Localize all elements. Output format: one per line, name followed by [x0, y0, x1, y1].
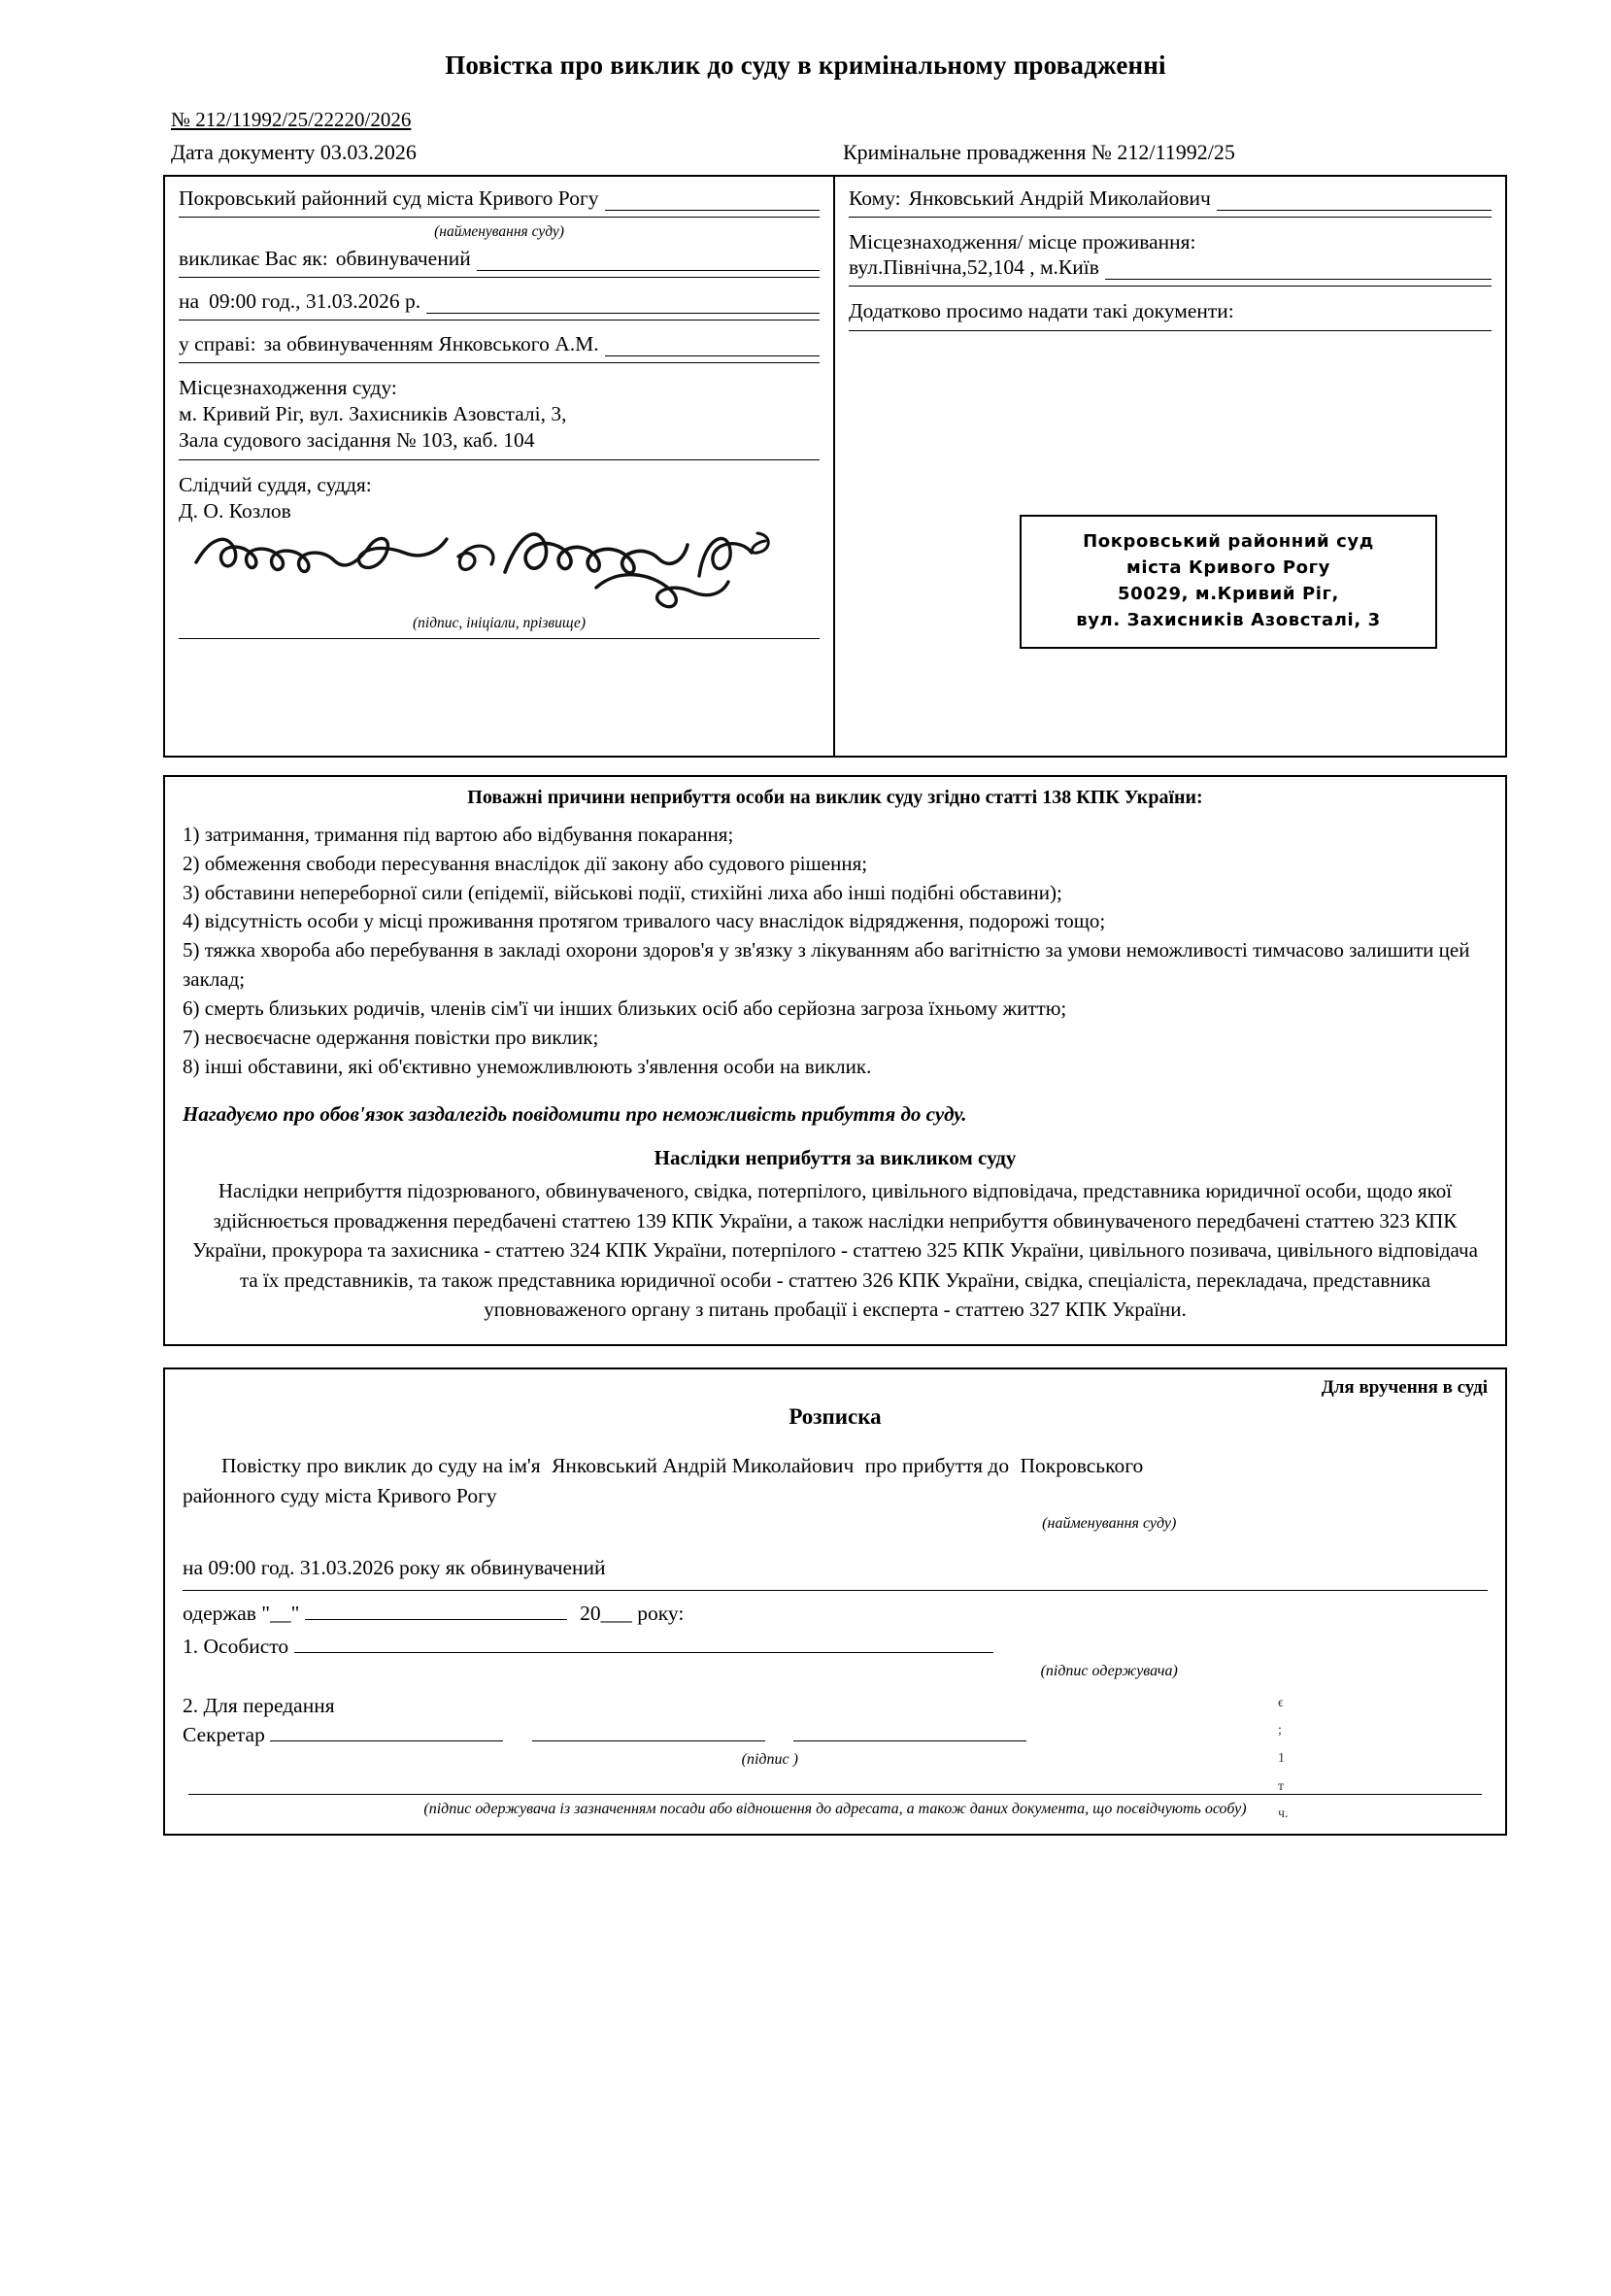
- rule: [179, 320, 820, 321]
- receipt-year-label: 20___ року:: [580, 1601, 685, 1625]
- reason-item: 4) відсутність особи у місці проживання протягом тривалого часу внаслідок відрядження, подорожі тощо;: [183, 909, 1106, 933]
- for-delivery-label: Для вручення в суді: [1321, 1376, 1488, 1398]
- receipt-received-label: одержав "__": [183, 1601, 300, 1625]
- meta-row: [0, 140, 1611, 165]
- addressee-value: Янковський Андрій Миколайович: [908, 186, 1211, 210]
- documents-label: Додатково просимо надати такі документи:: [849, 298, 1234, 322]
- document-number-row: [0, 81, 1611, 132]
- court-block: [165, 177, 835, 756]
- signature-scribble-icon: [179, 518, 839, 625]
- rule: [849, 286, 1492, 287]
- addressee-fill: [1217, 190, 1492, 211]
- receipt-court-name-2: районного суду міста Кривого Рогу: [183, 1483, 497, 1507]
- address-fill: [1105, 259, 1492, 280]
- stamp-line-4: вул. Захисників Азовсталі, 3: [1076, 610, 1381, 630]
- stamp-line-3: 50029, м.Кривий Ріг,: [1118, 584, 1339, 604]
- judge-label: Слідчий суддя, суддя:: [179, 472, 372, 496]
- reason-item: 6) смерть близьких родичів, членів сім'ї чи інших близьких осіб або серйозна загроза їхньому життю;: [183, 996, 1067, 1020]
- summon-as-value: обвинувачений: [335, 247, 471, 270]
- receipt-secretary-blank-2[interactable]: [532, 1722, 765, 1741]
- receipt-personally-label: 1. Особисто: [183, 1634, 289, 1658]
- document-number: № 212/11992/25/22220/2026: [171, 108, 412, 131]
- court-name-fill: [605, 190, 820, 211]
- case-row: [179, 332, 820, 356]
- receipt-transfer-label: 2. Для передання: [183, 1693, 335, 1717]
- reminder-text: Нагадуємо про обов'язок заздалегідь повідомити про неможливість прибуття до суду.: [183, 1102, 967, 1127]
- datetime-row: [179, 289, 820, 314]
- stamp-line-1: Покровський районний суд: [1083, 531, 1374, 552]
- court-stamp: [1020, 515, 1437, 649]
- receipt-section: [163, 1367, 1507, 1836]
- judge-name: Д. О. Козлов: [179, 498, 291, 523]
- rule: [179, 362, 820, 363]
- signature-caption: (підпис ): [741, 1750, 798, 1768]
- court-location-line2: Зала судового засідання № 103, каб. 104: [179, 427, 535, 452]
- receipt-court-name-1: Покровського: [1020, 1453, 1144, 1477]
- receiver-signature-caption: (підпис одержувача): [1040, 1662, 1178, 1679]
- court-location-line1: м. Кривий Ріг, вул. Захисників Азовсталі, 3,: [179, 401, 567, 425]
- receipt-personally-blank[interactable]: [294, 1634, 993, 1653]
- datetime-value: 09:00 год., 31.03.2026 р.: [209, 289, 421, 313]
- summons-top-section: [163, 175, 1507, 758]
- address-row: [849, 255, 1492, 280]
- datetime-fill: [426, 293, 820, 314]
- court-name-caption: (найменування суду): [434, 223, 564, 240]
- rule: [183, 1590, 1488, 1591]
- document-date: Дата документу 03.03.2026: [171, 140, 417, 164]
- handwriting-marks: ϵ ; 1 т ч.: [1278, 1695, 1289, 1822]
- receipt-title: Розписка: [789, 1403, 882, 1429]
- address-label: Місцезнаходження/ місце проживання:: [849, 230, 1196, 253]
- receipt-paragraph: [183, 1451, 1488, 1481]
- final-caption: (підпис одержувача із зазначенням посади або відношення до адресата, а також даних документа, що посвідчують особу): [423, 1800, 1247, 1817]
- court-name-row: [179, 186, 820, 211]
- receipt-personally-row: [183, 1634, 1488, 1659]
- court-name: Покровський районний суд міста Кривого Рогу: [179, 186, 599, 210]
- reasons-title: Поважні причини неприбуття особи на виклик суду згідно статті 138 КПК України:: [467, 787, 1203, 808]
- receipt-prefix: Повістку про виклик до суду на ім'я: [221, 1453, 541, 1477]
- receipt-secretary-blank-3[interactable]: [793, 1722, 1026, 1741]
- summon-as-label: викликає Вас як:: [179, 247, 328, 270]
- reason-item: 8) інші обставини, які об'єктивно унеможливлюють з'явлення особи на виклик.: [183, 1054, 872, 1078]
- reason-item: 7) несвоєчасне одержання повістки про виклик;: [183, 1025, 599, 1049]
- receipt-datetime: на 09:00 год. 31.03.2026 року як обвинувачений: [183, 1555, 606, 1579]
- summon-as-row: [179, 247, 820, 271]
- summon-as-fill: [477, 251, 820, 271]
- addressee-label: Кому:: [849, 186, 901, 210]
- signature-caption: (підпис, ініціали, прізвище): [412, 615, 586, 632]
- rule: [179, 638, 820, 639]
- criminal-proceeding-number: Кримінальне провадження № 212/11992/25: [843, 140, 1235, 164]
- reason-item: 5) тяжка хвороба або перебування в закладі охорони здоров'я у зв'язку з лікуванням або вагітністю за умови неможливості тимчасово залишити цей заклад;: [183, 938, 1470, 992]
- judge-signature: [179, 523, 820, 613]
- datetime-label: на: [179, 289, 200, 313]
- document-page: [0, 51, 1611, 2296]
- reasons-section: [163, 775, 1507, 1346]
- consequences-text: Наслідки неприбуття підозрюваного, обвинуваченого, свідка, потерпілого, цивільного відповідача, представника юридичної особи, щодо якої здійснюється провадження передбачені статтею 139 КПК України, а також наслідки неприбуття обвинуваченого передбачені статтею 323 КПК України, прокурора та захисника - статтею 324 КПК України, потерпілого - статтею 325 КПК України, цивільного позивача, цивільного відповідача та їх представників, та також представника юридичної особи - статтею 326 КПК України, свідка, спеціаліста, перекладача, представника уповноваженого органу з питань пробації і експерта - статтею 327 КПК України.: [192, 1179, 1478, 1322]
- rule: [179, 217, 820, 218]
- rule: [179, 277, 820, 278]
- page-title: Повістка про виклик до суду в кримінальному провадженні: [445, 51, 1166, 80]
- receipt-mid: про прибуття до: [864, 1453, 1010, 1477]
- receipt-person-name: Янковський Андрій Миколайович: [552, 1453, 855, 1477]
- case-label: у справі:: [179, 332, 256, 355]
- receipt-secretary-blank-1[interactable]: [270, 1722, 503, 1741]
- case-fill: [605, 336, 820, 356]
- court-location-label: Місцезнаходження суду:: [179, 376, 397, 399]
- rule: [179, 459, 820, 460]
- receipt-secretary-label: Секретар: [183, 1722, 265, 1746]
- addressee-row: [849, 186, 1492, 211]
- rule: [849, 217, 1492, 218]
- receipt-month-blank[interactable]: [305, 1601, 567, 1620]
- reason-item: 2) обмеження свободи пересування внаслідок дії закону або судового рішення;: [183, 851, 868, 875]
- case-value: за обвинуваченням Янковського А.М.: [263, 332, 599, 355]
- stamp-line-2: міста Кривого Рогу: [1126, 557, 1330, 578]
- reason-item: 3) обставини непереборної сили (епідемії, військові події, стихійні лиха або інші подібні обставини);: [183, 880, 1062, 904]
- reason-item: 1) затримання, тримання під вартою або відбування покарання;: [183, 823, 734, 846]
- consequences-title: Наслідки неприбуття за викликом суду: [654, 1146, 1017, 1170]
- address-value: вул.Північна,52,104 , м.Київ: [849, 254, 1099, 279]
- receipt-received-row: [183, 1601, 1488, 1626]
- rule: [849, 330, 1492, 331]
- addressee-block: [835, 177, 1505, 756]
- receipt-court-caption: (найменування суду): [1042, 1514, 1177, 1532]
